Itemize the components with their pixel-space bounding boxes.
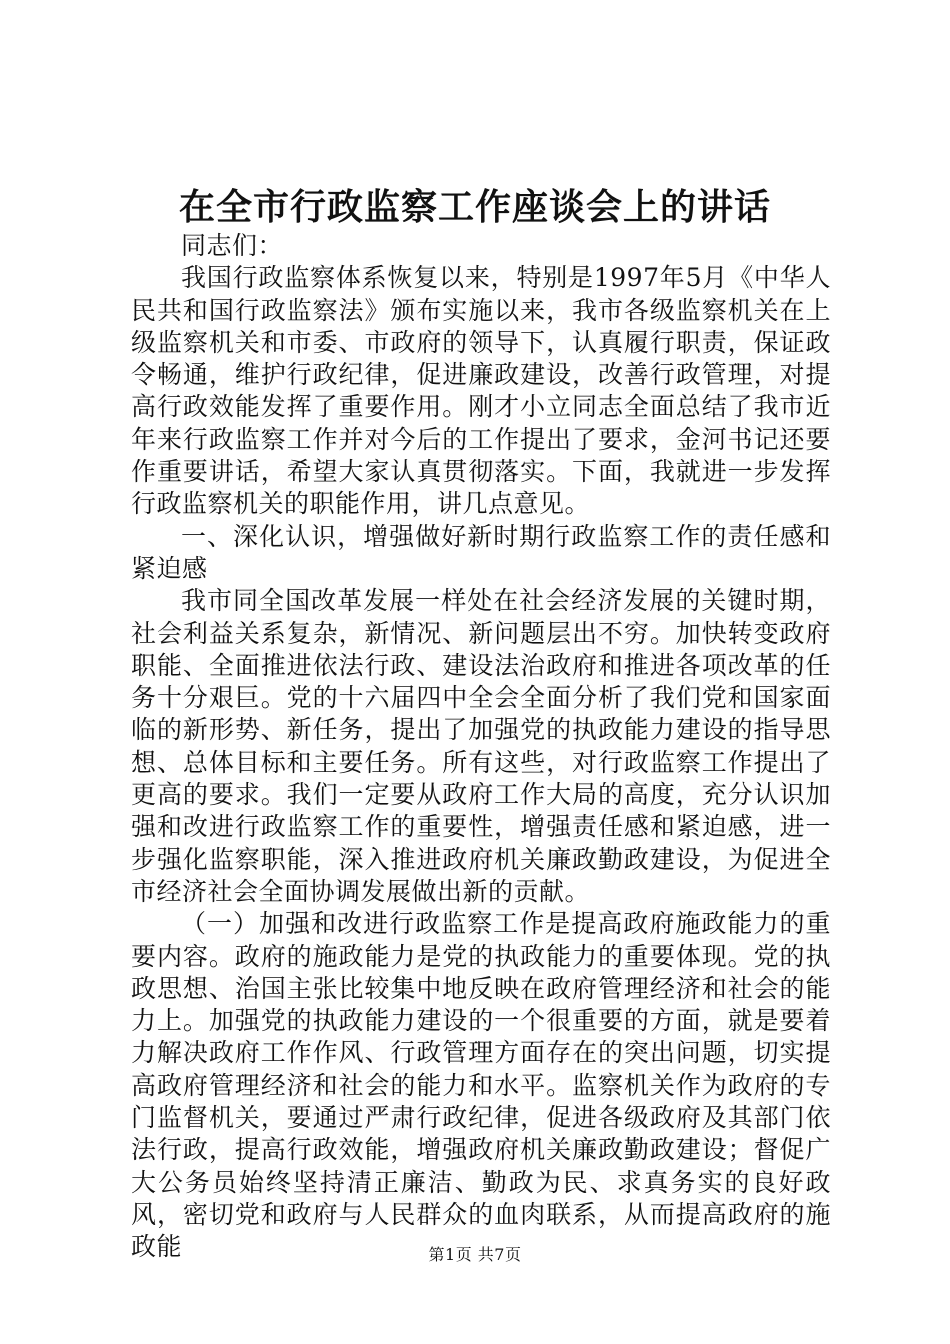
document-body xyxy=(131,230,831,1264)
section-heading: 一、深化认识，增强做好新时期行政监察工作的责任感和紧迫感 xyxy=(131,521,831,583)
intro-paragraph: 我国行政监察体系恢复以来，特别是1997年5月《中华人民共和国行政监察法》颁布实施以来，我市各级监察机关在上级监察机关和市委、市政府的领导下，认真履行职责，保证政令畅通，维护行政纪律，促进廉政建设，改善行政管理，对提高行政效能发挥了重要作用。刚才小立同志全面总结了我市近年来行政监察工作并对今后的工作提出了要求，金河书记还要作重要讲话，希望大家认真贯彻落实。下面，我就进一步发挥行政监察机关的职能作用，讲几点意见。 xyxy=(131,263,831,519)
page-footer: 第1页 共7页 xyxy=(428,1245,522,1264)
body-paragraph: 我市同全国改革发展一样处在社会经济发展的关键时期，社会利益关系复杂，新情况、新问题层出不穷。加快转变政府职能、全面推进依法行政、建设法治政府和推进各项改革的任务十分艰巨。党的十六届四中全会全面分析了我们党和国家面临的新形势、新任务，提出了加强党的执政能力建设的指导思想、总体目标和主要任务。所有这些，对行政监察工作提出了更高的要求。我们一定要从政府工作大局的高度，充分认识加强和改进行政监察工作的重要性，增强责任感和紧迫感，进一步强化监察职能，深入推进政府机关廉政勤政建设，为促进全市经济社会全面协调发展做出新的贡献。 xyxy=(131,586,831,906)
salutation-paragraph: 同志们： xyxy=(181,231,284,260)
subsection-paragraph: （一）加强和改进行政监察工作是提高政府施政能力的重要内容。政府的施政能力是党的执政能力的重要体现。党的执政思想、治国主张比较集中地反映在政府管理经济和社会的能力上。加强党的执政能力建设的一个很重要的方面，就是要着力解决政府工作作风、行政管理方面存在的突出问题，切实提高政府管理经济和社会的能力和水平。监察机关作为政府的专门监督机关，要通过严肃行政纪律，促进各级政府及其部门依法行政，提高行政效能，增强政府机关廉政勤政建设；督促广大公务员始终坚持清正廉洁、勤政为民、求真务实的良好政风，密切党和政府与人民群众的血肉联系，从而提高政府的施政能 xyxy=(131,909,831,1262)
document-title: 在全市行政监察工作座谈会上的讲话 xyxy=(178,187,771,228)
